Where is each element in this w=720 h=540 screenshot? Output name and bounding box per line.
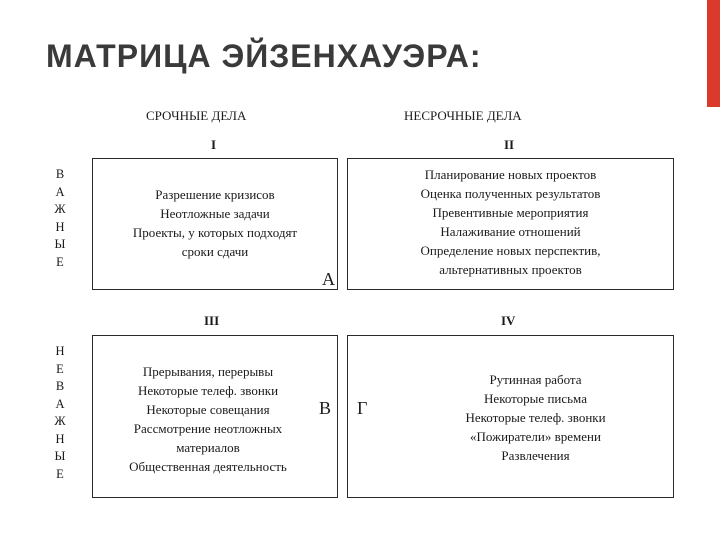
quadrant-3-box <box>92 335 338 498</box>
quadrant-3-number: III <box>204 313 220 328</box>
list-item: Разрешение кризисов <box>155 187 275 202</box>
list-item: Превентивные мероприятия <box>432 205 589 220</box>
quadrant-2-number: II <box>504 137 515 152</box>
accent-bar <box>707 0 720 107</box>
quadrant-1-letter: А <box>322 269 335 289</box>
column-header-urgent: СРОЧНЫЕ ДЕЛА <box>146 108 247 123</box>
list-item: Проекты, у которых подходят <box>132 225 298 240</box>
quadrant-2-items <box>348 165 673 279</box>
list-item: Некоторые телеф. звонки <box>137 383 279 398</box>
list-item: Оценка полученных результатов <box>420 186 601 201</box>
list-item: Развлечения <box>501 448 570 463</box>
list-item: Рассмотрение неотложных <box>133 421 283 436</box>
quadrant-3-letter: В <box>318 398 331 418</box>
quadrant-3-items <box>93 362 323 476</box>
quadrant-2-box <box>347 158 674 290</box>
list-item: Некоторые совещания <box>146 402 270 417</box>
quadrant-1-items <box>93 185 337 261</box>
list-item: Общественная деятельность <box>129 459 287 474</box>
row-label-important: В А Ж Н Ы Е <box>54 167 66 269</box>
list-item: Рутинная работа <box>489 372 582 387</box>
quadrant-1-box <box>92 158 338 290</box>
quadrant-4-number: IV <box>501 313 516 328</box>
quadrant-4-items <box>398 370 673 465</box>
list-item: альтернативных проектов <box>439 262 582 277</box>
quadrant-1-number: I <box>211 137 217 152</box>
list-item: Налаживание отношений <box>440 224 581 239</box>
list-item: Некоторые письма <box>484 391 587 406</box>
list-item: Неотложные задачи <box>160 206 270 221</box>
list-item: Прерывания, перерывы <box>142 364 274 379</box>
list-item: Некоторые телеф. звонки <box>465 410 606 425</box>
list-item: Планирование новых проектов <box>424 167 597 182</box>
list-item: «Пожиратели» времени <box>470 429 601 444</box>
list-item: Определение новых перспектив, <box>420 243 601 258</box>
quadrant-4-box <box>347 335 674 498</box>
slide-title: МАТРИЦА ЭЙЗЕНХАУЭРА: <box>46 38 482 74</box>
list-item: материалов <box>176 440 240 455</box>
quadrant-4-letter: Г <box>357 398 368 418</box>
list-item: сроки сдачи <box>181 244 249 259</box>
row-label-not-important: Н Е В А Ж Н Ы Е <box>54 344 66 481</box>
column-header-not-urgent: НЕСРОЧНЫЕ ДЕЛА <box>404 108 522 123</box>
